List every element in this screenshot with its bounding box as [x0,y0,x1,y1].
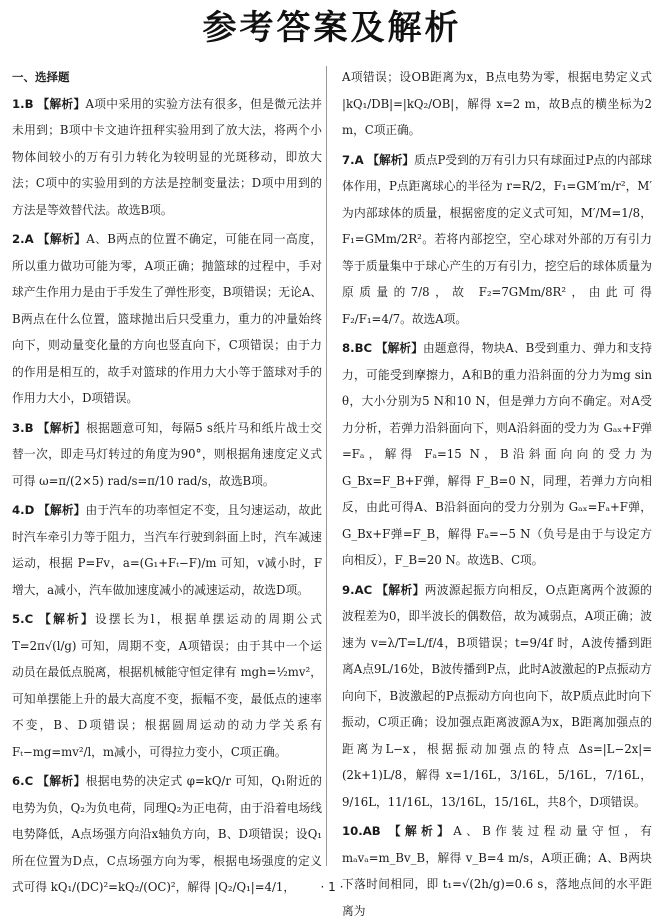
page-title: 参考答案及解析 [0,4,664,52]
column-divider [326,66,327,866]
answer-item [342,818,652,924]
answer-number: 8. [342,341,355,355]
explanation-text: 根据题意可知，每隔5 s纸片马和纸片战士交替一次，即走马灯转过的角度为90°，则根据角速度定义式可得 ω=π/(2×5) rad/s=π/10 rad/s，故选B项。 [12,421,322,488]
explanation-tag: 【解析】 [38,421,87,435]
answer-number: 6. [12,774,25,788]
explanation-text: 设摆长为l，根据单摆运动的周期公式 T=2π√(l/g) 可知，周期不变，A项错误；由于其中一个运动员在最低点脱离，根据机械能守恒定律有 mgh=½mv²，可知单摆能上升的最大高度不变，振幅不变，最低点的速率不变，B、D项错误；根据圆周运动的动力学关系有 Fₜ−mg=mv²/l，m减小，可得拉力变小，C项正确。 [12,612,322,759]
explanation-text: 两波源起振方向相反，O点距离两个波源的波程差为0，即半波长的偶数倍，故为减弱点，A项正确；波速为 v=λ/T=L/f/4，B项错误；t=9/4f 时，A波传播到距离A点9L/16处，B波传播到P点，此时A波激起的P点振动方向向下，B波激起的P点振动方向也向下，故P质点此时向下振动，C项正确；设加强点距离波源A为x，B距离加强点的距离为L−x，根据振动加强点的特点 Δs=|L−2x|=(2k+1)L/8，解得 x=1/16L，3/16L，5/16L，7/16L，9/16L，11/16L，13/16L，15/16L，共8个，D项错误。 [342,583,652,809]
explanation-tag: 【解析】 [376,583,424,597]
answer-number: 3. [12,421,25,435]
section-heading: 一、选择题 [12,64,322,91]
explanation-tag: 【解析】 [38,232,87,246]
answer-item [342,147,652,333]
explanation-text: 由于汽车的功率恒定不变，且匀速运动，故此时汽车牵引力等于阻力，当汽车行驶到斜面上时，汽车减速运动，根据 P=Fv，a=(G₁+Fₜ−F)/m 可知，v减小时，F增大，a减小，汽车做加速度减小的减速运动，故选D项。 [12,503,322,597]
explanation-text: A项中采用的实验方法有很多，但是微元法并未用到；B项中卡文迪许扭秤实验用到了放大法，将两个小物体间较小的万有引力转化为较明显的光斑移动，即放大法；C项中的实验用到的方法是控制变量法；D项中用到的方法是等效替代法。故选B项。 [12,97,322,217]
answer-choice: D [25,503,35,517]
explanation-text: 由题意得，物块A、B受到重力、弹力和支持力，可能受到摩擦力，A和B的重力沿斜面的分力为mg sin θ，大小分别为5 N和10 N，但是弹力方向不确定。对A受力分析，若弹力沿斜面向下，则A沿斜面的受力为 Gₐₓ+F弹=Fₐ，解得 Fₐ=15 N，B沿斜面向向的受力为 G_Bx=F_B+F弹，解得 F_B=0 N，同理，若弹力方向相反，由此可得A、B沿斜面向的受力分别为 Gₐₓ=Fₐ+F弹，G_Bx+F弹=F_B，解得 Fₐ=−5 N（负号是由于与设定方向相反），F_B=20 N。故选B、C项。 [342,341,652,567]
answer-item [12,415,322,495]
right-column [342,64,652,874]
answer-choice: B [25,97,34,111]
answer-number: 7. [342,153,355,167]
continued-answer-text: A项错误；设OB距离为x，B点电势为零，根据电势定义式 |kQ₁/DB|=|kQ₂/OB|，解得 x=2 m，故B点的横坐标为2 m，C项正确。 [342,64,652,144]
answer-item [12,91,322,224]
answer-choice: AB [363,824,381,838]
answer-choice: A [25,232,34,246]
answer-choice: B [25,421,34,435]
left-answer-list [12,91,322,901]
answer-number: 10. [342,824,363,838]
answer-number: 9. [342,583,355,597]
explanation-tag: 【解析】 [38,97,86,111]
answer-item [342,577,652,816]
explanation-tag: 【解析】 [37,774,85,788]
answer-choice: AC [355,583,373,597]
answer-number: 2. [12,232,25,246]
explanation-tag: 【解析】 [389,824,453,838]
right-answer-list [342,147,652,924]
explanation-tag: 【解析】 [39,612,95,626]
page-number: · 1 · [0,880,664,894]
explanation-tag: 【解析】 [367,153,414,167]
answer-choice: A [355,153,364,167]
answer-number: 4. [12,503,25,517]
explanation-tag: 【解析】 [376,341,423,355]
explanation-text: 质点P受到的万有引力只有球面过P点的内部球体作用，P点距离球心的半径为 r=R/2，F₁=GM′m/r²，M′为内部球体的质量，根据密度的定义式可知，M′/M=1/8，F₁=GMm/2R²。若将内部挖空，空心球对外部的万有引力等于质量集中于球心产生的万有引力，挖空后的球体质量为原质量的7/8，故 F₂=7GMm/8R²，由此可得 F₂/F₁=4/7。故选A项。 [342,153,652,326]
explanation-text: A、B两点的位置不确定，可能在同一高度，所以重力做功可能为零，A项正确；抛篮球的过程中，手对球产生作用力是由于手发生了弹性形变，B项错误；无论A、B两点在什么位置，篮球抛出后只受重力，重力的冲量始终向下，则动量变化量的方向也竖直向下，C项错误；由于力的作用是相互的，故手对篮球的作用力大小等于篮球对手的作用力大小，D项错误。 [12,232,322,405]
answer-item [12,606,322,765]
answer-choice: C [25,774,34,788]
answer-number: 5. [12,612,25,626]
answer-number: 1. [12,97,25,111]
left-column [12,64,322,874]
answer-item [12,497,322,603]
answer-item [12,226,322,412]
explanation-text: A、B作装过程动量守恒，有 mₐvₐ=m_Bv_B，解得 v_B=4 m/s，A项正确；A、B两块下落时间相同，即 t₁=√(2h/g)=0.6 s，落地点间的水平距离为 [342,824,652,918]
answer-item [342,335,652,574]
answer-choice: C [25,612,34,626]
explanation-text: 根据电势的决定式 φ=kQ/r 可知，Q₁附近的电势为负，Q₂为负电荷，同理Q₂为正电荷，由于沿着电场线电势降低，A点场强方向沿x轴负方向，B、D项错误；设Q₁所在位置为D点，C点场强方向为零，根据电场强度的定义式可得 kQ₁/(DC)²=kQ₂/(OC)²，解得 |Q₂/Q₁|=4/1， [12,774,322,894]
explanation-tag: 【解析】 [38,503,85,517]
answer-choice: BC [355,341,373,355]
